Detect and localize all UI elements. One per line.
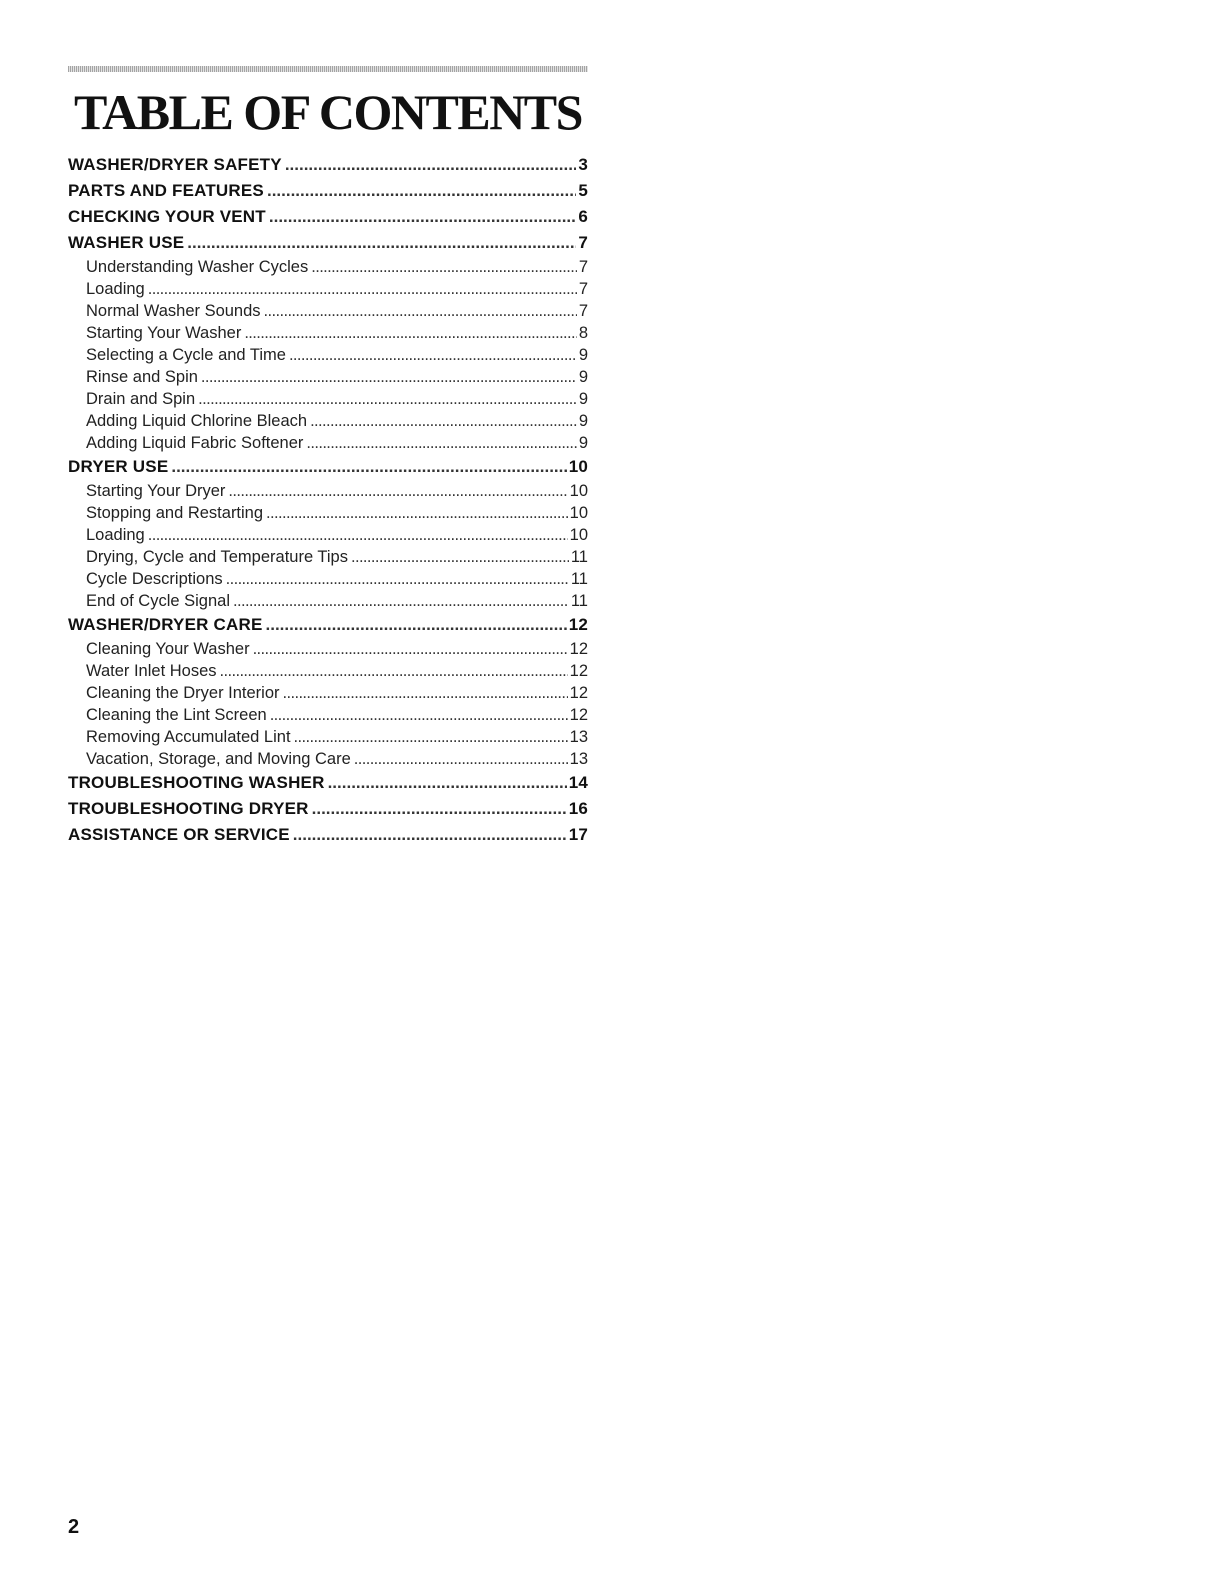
toc-entry-label: Loading <box>86 280 145 298</box>
toc-subsection-entry[interactable] <box>68 278 588 300</box>
toc-entry-label: DRYER USE <box>68 457 169 476</box>
toc-entry-page-number: 5 <box>578 181 588 200</box>
toc-dot-leader <box>233 590 569 612</box>
toc-entry-page-number: 13 <box>569 750 588 768</box>
toc-dot-leader <box>269 204 576 230</box>
toc-dot-leader <box>328 770 567 796</box>
toc-subsection-entry[interactable] <box>68 366 588 388</box>
toc-entry-label: Understanding Washer Cycles <box>86 258 309 276</box>
toc-entry-page-number: 7 <box>578 302 588 320</box>
toc-subsection-entry[interactable] <box>68 704 588 726</box>
toc-subsection-entry[interactable] <box>68 344 588 366</box>
toc-dot-leader <box>226 568 569 590</box>
toc-entry-page-number: 6 <box>578 207 588 226</box>
toc-dot-leader <box>283 682 568 704</box>
toc-entry-page-number: 9 <box>578 368 588 386</box>
toc-entry-label: Starting Your Dryer <box>86 482 226 500</box>
toc-section-entry[interactable] <box>68 178 588 204</box>
toc-entry-label: End of Cycle Signal <box>86 592 230 610</box>
toc-entry-label: Water Inlet Hoses <box>86 662 217 680</box>
toc-subsection-entry[interactable] <box>68 388 588 410</box>
toc-section-entry[interactable] <box>68 230 588 256</box>
toc-entry-label: PARTS AND FEATURES <box>68 181 264 200</box>
toc-entry-page-number: 10 <box>569 526 588 544</box>
toc-dot-leader <box>244 322 577 344</box>
toc-dot-leader <box>148 278 577 300</box>
toc-section-entry[interactable] <box>68 822 588 848</box>
toc-dot-leader <box>293 822 567 848</box>
toc-entry-label: Stopping and Restarting <box>86 504 264 522</box>
toc-dot-leader <box>310 410 577 432</box>
page-number: 2 <box>68 1516 80 1538</box>
toc-entry-label: CHECKING YOUR VENT <box>68 207 266 226</box>
toc-entry-page-number: 12 <box>568 615 588 634</box>
toc-dot-leader <box>220 660 568 682</box>
toc-entry-label: Removing Accumulated Lint <box>86 728 291 746</box>
toc-section-entry[interactable] <box>68 152 588 178</box>
toc-entry-label: Adding Liquid Fabric Softener <box>86 434 304 452</box>
toc-subsection-entry[interactable] <box>68 256 588 278</box>
toc-subsection-entry[interactable] <box>68 300 588 322</box>
toc-entry-page-number: 7 <box>578 280 588 298</box>
toc-dot-leader <box>351 546 569 568</box>
toc-entry-label: Cleaning the Lint Screen <box>86 706 267 724</box>
toc-entry-label: Cleaning the Dryer Interior <box>86 684 280 702</box>
toc-dot-leader <box>312 796 567 822</box>
toc-entry-label: WASHER/DRYER SAFETY <box>68 155 282 174</box>
toc-dot-leader <box>198 388 577 410</box>
toc-section-entry[interactable] <box>68 204 588 230</box>
toc-section-entry[interactable] <box>68 454 588 480</box>
toc-section-entry[interactable] <box>68 796 588 822</box>
toc-entry-label: Normal Washer Sounds <box>86 302 261 320</box>
toc-dot-leader <box>266 612 567 638</box>
toc-entry-label: WASHER USE <box>68 233 185 252</box>
toc-dot-leader <box>289 344 577 366</box>
toc-entry-label: Selecting a Cycle and Time <box>86 346 286 364</box>
toc-subsection-entry[interactable] <box>68 660 588 682</box>
toc-entry-label: Cycle Descriptions <box>86 570 223 588</box>
toc-entry-page-number: 10 <box>568 457 588 476</box>
toc-entry-page-number: 7 <box>578 258 588 276</box>
toc-subsection-entry[interactable] <box>68 546 588 568</box>
toc-entry-label: Cleaning Your Washer <box>86 640 250 658</box>
toc-dot-leader <box>267 178 576 204</box>
toc-section-entry[interactable] <box>68 612 588 638</box>
toc-entry-label: Starting Your Washer <box>86 324 242 342</box>
toc-entry-page-number: 10 <box>569 482 588 500</box>
toc-entry-label: WASHER/DRYER CARE <box>68 615 263 634</box>
toc-entry-label: TROUBLESHOOTING DRYER <box>68 799 309 818</box>
toc-entry-page-number: 12 <box>569 706 588 724</box>
toc-entry-page-number: 9 <box>578 434 588 452</box>
toc-entry-page-number: 12 <box>569 662 588 680</box>
toc-entry-page-number: 11 <box>570 592 588 610</box>
toc-subsection-entry[interactable] <box>68 726 588 748</box>
toc-subsection-entry[interactable] <box>68 480 588 502</box>
toc-dot-leader <box>306 432 576 454</box>
toc-entry-label: ASSISTANCE OR SERVICE <box>68 825 290 844</box>
toc-entry-page-number: 9 <box>578 390 588 408</box>
toc-dot-leader <box>187 230 576 256</box>
toc-entry-page-number: 12 <box>569 684 588 702</box>
toc-dot-leader <box>294 726 568 748</box>
toc-dot-leader <box>285 152 577 178</box>
toc-entry-label: Loading <box>86 526 145 544</box>
toc-entry-page-number: 8 <box>578 324 588 342</box>
toc-entry-label: Drying, Cycle and Temperature Tips <box>86 548 348 566</box>
toc-entry-page-number: 9 <box>578 412 588 430</box>
toc-dot-leader <box>264 300 577 322</box>
toc-dot-leader <box>270 704 568 726</box>
page-title: TABLE OF CONTENTS <box>74 84 582 140</box>
toc-entry-label: Adding Liquid Chlorine Bleach <box>86 412 308 430</box>
toc-subsection-entry[interactable] <box>68 590 588 612</box>
toc-dot-leader <box>266 502 568 524</box>
toc-entry-page-number: 9 <box>578 346 588 364</box>
toc-entry-page-number: 13 <box>569 728 588 746</box>
decorative-top-rule <box>68 66 588 72</box>
toc-entry-page-number: 11 <box>570 570 588 588</box>
toc-subsection-entry[interactable] <box>68 322 588 344</box>
toc-subsection-entry[interactable] <box>68 638 588 660</box>
toc-section-entry[interactable] <box>68 770 588 796</box>
toc-entry-page-number: 17 <box>568 825 588 844</box>
toc-entry-page-number: 12 <box>569 640 588 658</box>
toc-subsection-entry[interactable] <box>68 748 588 770</box>
toc-subsection-entry[interactable] <box>68 410 588 432</box>
toc-dot-leader <box>228 480 567 502</box>
toc-subsection-entry[interactable] <box>68 568 588 590</box>
toc-entry-page-number: 7 <box>578 233 588 252</box>
toc-dot-leader <box>354 748 568 770</box>
toc-entry-page-number: 16 <box>568 799 588 818</box>
toc-entry-label: Drain and Spin <box>86 390 196 408</box>
toc-entry-page-number: 11 <box>570 548 588 566</box>
toc-dot-leader <box>253 638 568 660</box>
toc-entry-label: Vacation, Storage, and Moving Care <box>86 750 351 768</box>
toc-subsection-entry[interactable] <box>68 682 588 704</box>
table-of-contents <box>68 152 588 848</box>
toc-entry-page-number: 10 <box>569 504 588 522</box>
toc-subsection-entry[interactable] <box>68 432 588 454</box>
toc-dot-leader <box>171 454 566 480</box>
toc-dot-leader <box>201 366 577 388</box>
toc-subsection-entry[interactable] <box>68 502 588 524</box>
toc-entry-page-number: 14 <box>568 773 588 792</box>
toc-entry-label: TROUBLESHOOTING WASHER <box>68 773 325 792</box>
toc-subsection-entry[interactable] <box>68 524 588 546</box>
toc-entry-page-number: 3 <box>578 155 588 174</box>
toc-entry-label: Rinse and Spin <box>86 368 198 386</box>
toc-dot-leader <box>311 256 577 278</box>
toc-dot-leader <box>148 524 568 546</box>
